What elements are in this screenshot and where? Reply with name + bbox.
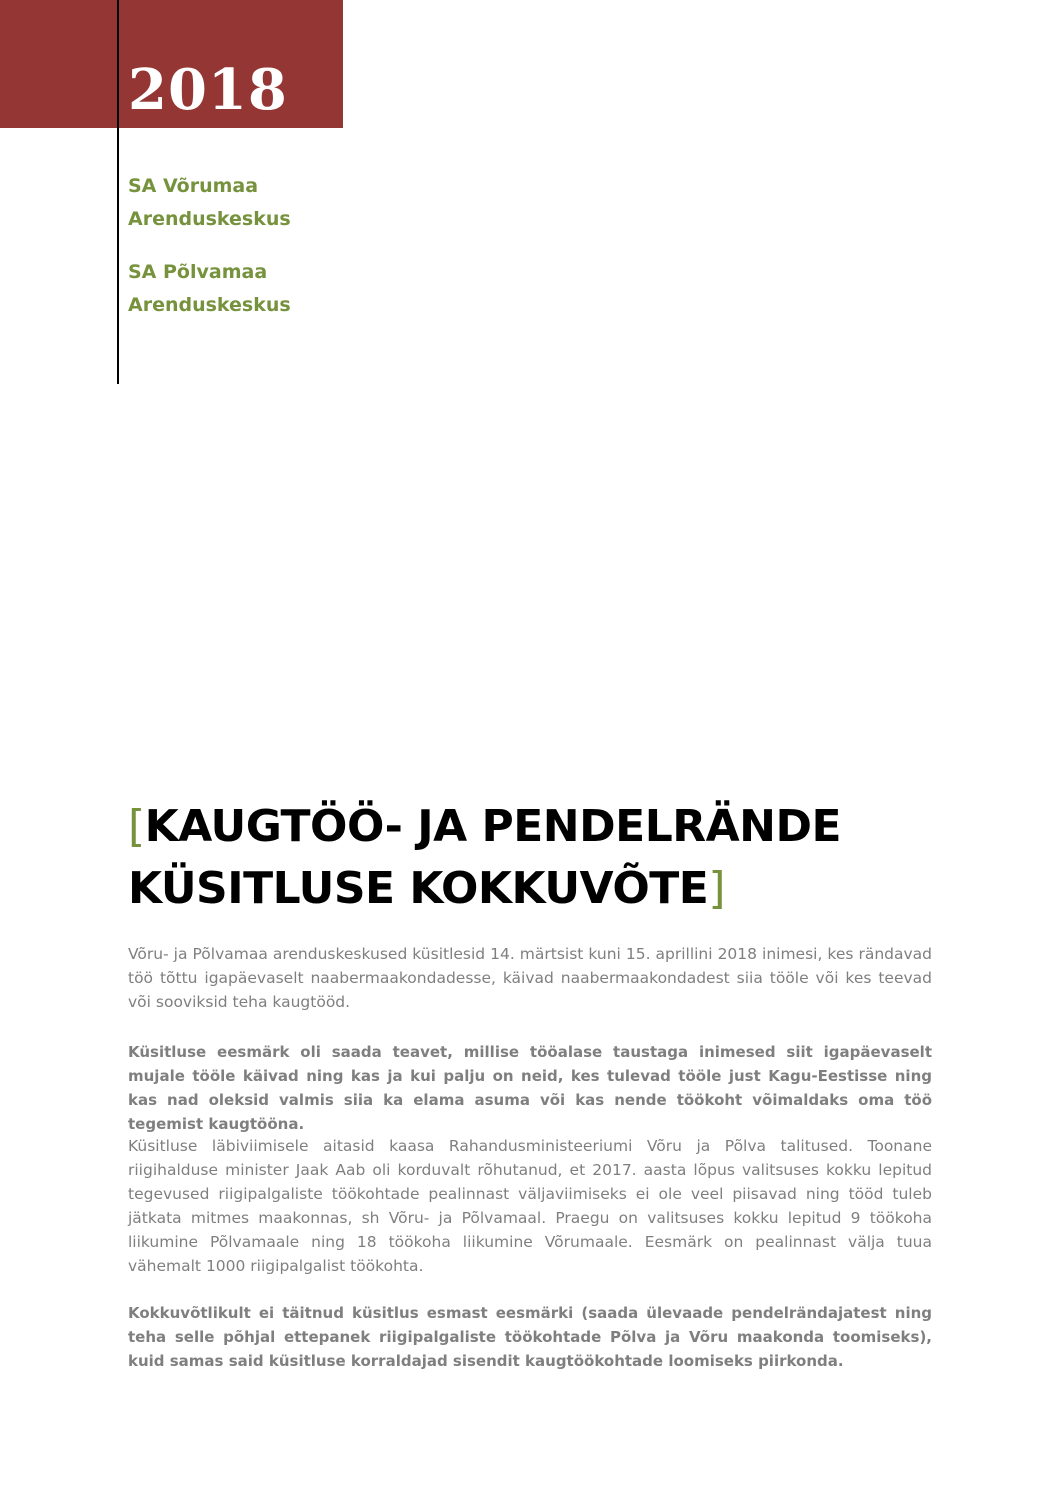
vertical-divider [117,0,119,384]
paragraph-summary: Kokkuvõtlikult ei täitnud küsitlus esmast eesmärki (saada ülevaade pendelrändajatest ning teha selle põhjal ettepanek riigipalgaliste töökohtade Põlva ja Võru maakonda toomiseks), kuid samas said küsitluse korraldajad sisendit kaugtöökohtade loomiseks piirkonda. [128,1304,932,1370]
paragraph-intro: Võru- ja Põlvamaa arenduskeskused küsitlesid 14. märtsist kuni 15. aprillini 2018 inimesi, kes rändavad töö tõttu igapäevaselt naabermaakondadesse, käivad naabermaakondadest siia tööle või kes teevad või sooviksid teha kaugtööd. [128,945,932,1011]
organization-voru: SA Võrumaa Arenduskeskus [128,175,291,230]
year-label: 2018 [128,57,288,123]
title-close-bracket: ] [708,863,725,914]
title-open-bracket: [ [128,801,145,852]
title-text: KAUGTÖÖ- JA PENDELRÄNDE KÜSITLUSE KOKKUVÕTE [128,801,842,914]
document-title [128,796,948,920]
paragraph-background: Küsitluse läbiviimisele aitasid kaasa Rahandusministeeriumi Võru ja Põlva talitused. Toonane riigihalduse minister Jaak Aab oli korduvalt rõhutanud, et 2017. aasta lõpus valitsuses kokku lepitud tegevused riigipalgaliste töökohtade pealinnast väljaviimiseks ei ole veel piisavad ning tööd tuleb jätkata mitmes maakonnas, sh Võru- ja Põlvamaal. Praegu on valitsuses kokku lepitud 9 töökoha liikumine Põlvamaale ning 18 töökoha liikumine Võrumaale. Eesmärk on pealinnast välja tuua vähemalt 1000 riigipalgalist töökohta. [128,1137,932,1275]
year-banner [0,0,343,128]
organization-polva: SA Põlvamaa Arenduskeskus [128,261,291,316]
paragraph-goal: Küsitluse eesmärk oli saada teavet, millise tööalase taustaga inimesed siit igapäevaselt mujale tööle käivad ning kas ja kui palju on neid, kes tulevad tööle just Kagu-Eestisse ning kas nad oleksid valmis siia ka elama asuma või kas nende töökoht võimaldaks oma töö tegemist kaugtööna. [128,1043,932,1133]
